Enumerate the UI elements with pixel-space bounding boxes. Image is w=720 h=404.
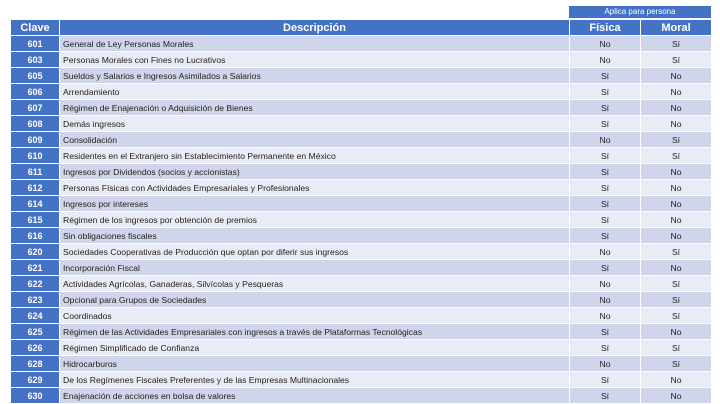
- table-row: [11, 196, 712, 212]
- cell-descripcion: General de Ley Personas Morales: [60, 36, 570, 52]
- cell-descripcion: Sociedades Cooperativas de Producción que optan por diferir sus ingresos: [60, 244, 570, 260]
- column-header-clave: Clave: [11, 20, 60, 36]
- cell-fisica: Sí: [570, 228, 641, 244]
- cell-descripcion: De los Regímenes Fiscales Preferentes y de las Empresas Multinacionales: [60, 372, 570, 388]
- cell-fisica: Sí: [570, 388, 641, 404]
- table-body: [11, 36, 712, 404]
- cell-fisica: Sí: [570, 340, 641, 356]
- table-row: [11, 180, 712, 196]
- cell-clave: 620: [11, 244, 60, 260]
- cell-moral: No: [641, 372, 712, 388]
- cell-moral: Sí: [641, 244, 712, 260]
- cell-moral: Sí: [641, 340, 712, 356]
- cell-clave: 601: [11, 36, 60, 52]
- cell-clave: 622: [11, 276, 60, 292]
- table-row: [11, 68, 712, 84]
- cell-moral: Sí: [641, 308, 712, 324]
- table-row: [11, 308, 712, 324]
- cell-moral: Sí: [641, 52, 712, 68]
- table-row: [11, 52, 712, 68]
- cell-fisica: No: [570, 36, 641, 52]
- cell-clave: 626: [11, 340, 60, 356]
- cell-moral: No: [641, 228, 712, 244]
- table-row: [11, 260, 712, 276]
- cell-moral: No: [641, 84, 712, 100]
- cell-fisica: No: [570, 52, 641, 68]
- cell-fisica: Sí: [570, 164, 641, 180]
- table-row: [11, 340, 712, 356]
- cell-moral: No: [641, 68, 712, 84]
- cell-clave: 609: [11, 132, 60, 148]
- cell-clave: 614: [11, 196, 60, 212]
- table-row: [11, 164, 712, 180]
- table-row: [11, 372, 712, 388]
- table-row: [11, 356, 712, 372]
- cell-fisica: Sí: [570, 180, 641, 196]
- cell-clave: 625: [11, 324, 60, 340]
- cell-descripcion: Actividades Agrícolas, Ganaderas, Silvícolas y Pesqueras: [60, 276, 570, 292]
- table-row: [11, 148, 712, 164]
- cell-fisica: No: [570, 132, 641, 148]
- cell-fisica: No: [570, 276, 641, 292]
- cell-fisica: No: [570, 292, 641, 308]
- column-header-fisica: Física: [570, 20, 641, 36]
- cell-descripcion: Régimen Simplificado de Confianza: [60, 340, 570, 356]
- cell-descripcion: Incorporación Fiscal: [60, 260, 570, 276]
- table-row: [11, 228, 712, 244]
- cell-clave: 612: [11, 180, 60, 196]
- cell-fisica: No: [570, 308, 641, 324]
- table-row: [11, 276, 712, 292]
- cell-clave: 615: [11, 212, 60, 228]
- cell-moral: Sí: [641, 148, 712, 164]
- cell-descripcion: Residentes en el Extranjero sin Establecimiento Permanente en México: [60, 148, 570, 164]
- cell-clave: 616: [11, 228, 60, 244]
- table-row: [11, 132, 712, 148]
- cell-descripcion: Enajenación de acciones en bolsa de valores: [60, 388, 570, 404]
- cell-moral: Sí: [641, 276, 712, 292]
- table-row: [11, 324, 712, 340]
- cell-descripcion: Sueldos y Salarios e Ingresos Asimilados a Salarios: [60, 68, 570, 84]
- cell-descripcion: Ingresos por Dividendos (socios y accionistas): [60, 164, 570, 180]
- regimen-fiscal-table: [10, 19, 712, 404]
- cell-fisica: Sí: [570, 68, 641, 84]
- cell-moral: Sí: [641, 356, 712, 372]
- cell-fisica: Sí: [570, 84, 641, 100]
- cell-moral: No: [641, 116, 712, 132]
- table-row: [11, 292, 712, 308]
- table-row: [11, 212, 712, 228]
- cell-moral: No: [641, 100, 712, 116]
- cell-fisica: No: [570, 244, 641, 260]
- cell-clave: 621: [11, 260, 60, 276]
- cell-moral: No: [641, 324, 712, 340]
- cell-clave: 623: [11, 292, 60, 308]
- cell-descripcion: Personas Morales con Fines no Lucrativos: [60, 52, 570, 68]
- cell-clave: 605: [11, 68, 60, 84]
- cell-clave: 611: [11, 164, 60, 180]
- cell-moral: Sí: [641, 292, 712, 308]
- cell-fisica: Sí: [570, 100, 641, 116]
- cell-descripcion: Régimen de Enajenación o Adquisición de Bienes: [60, 100, 570, 116]
- cell-clave: 607: [11, 100, 60, 116]
- cell-descripcion: Demás ingresos: [60, 116, 570, 132]
- cell-descripcion: Sin obligaciones fiscales: [60, 228, 570, 244]
- cell-moral: No: [641, 164, 712, 180]
- column-header-moral: Moral: [641, 20, 712, 36]
- cell-descripcion: Opcional para Grupos de Sociedades: [60, 292, 570, 308]
- cell-moral: Sí: [641, 36, 712, 52]
- cell-descripcion: Régimen de las Actividades Empresariales con ingresos a través de Plataformas Tecnológicas: [60, 324, 570, 340]
- cell-descripcion: Hidrocarburos: [60, 356, 570, 372]
- table-header-row: [11, 20, 712, 36]
- cell-descripcion: Consolidación: [60, 132, 570, 148]
- table-row: [11, 244, 712, 260]
- cell-clave: 608: [11, 116, 60, 132]
- cell-descripcion: Ingresos por intereses: [60, 196, 570, 212]
- cell-moral: No: [641, 388, 712, 404]
- cell-moral: No: [641, 196, 712, 212]
- cell-fisica: Sí: [570, 212, 641, 228]
- cell-moral: No: [641, 212, 712, 228]
- cell-fisica: Sí: [570, 148, 641, 164]
- cell-moral: No: [641, 260, 712, 276]
- table-row: [11, 388, 712, 404]
- cell-clave: 630: [11, 388, 60, 404]
- cell-fisica: Sí: [570, 260, 641, 276]
- cell-moral: No: [641, 180, 712, 196]
- table-row: [11, 100, 712, 116]
- cell-fisica: Sí: [570, 116, 641, 132]
- cell-moral: Sí: [641, 132, 712, 148]
- cell-clave: 624: [11, 308, 60, 324]
- cell-fisica: Sí: [570, 372, 641, 388]
- cell-clave: 610: [11, 148, 60, 164]
- cell-fisica: No: [570, 356, 641, 372]
- cell-clave: 606: [11, 84, 60, 100]
- cell-descripcion: Coordinados: [60, 308, 570, 324]
- cell-descripcion: Personas Físicas con Actividades Empresariales y Profesionales: [60, 180, 570, 196]
- super-header-aplica-para-persona: Aplica para persona: [569, 6, 711, 18]
- cell-descripcion: Régimen de los ingresos por obtención de premios: [60, 212, 570, 228]
- cell-clave: 603: [11, 52, 60, 68]
- cell-descripcion: Arrendamiento: [60, 84, 570, 100]
- cell-fisica: Sí: [570, 196, 641, 212]
- column-header-descripcion: Descripción: [60, 20, 570, 36]
- cell-clave: 629: [11, 372, 60, 388]
- cell-clave: 628: [11, 356, 60, 372]
- table-row: [11, 36, 712, 52]
- cell-fisica: Sí: [570, 324, 641, 340]
- table-row: [11, 84, 712, 100]
- table-row: [11, 116, 712, 132]
